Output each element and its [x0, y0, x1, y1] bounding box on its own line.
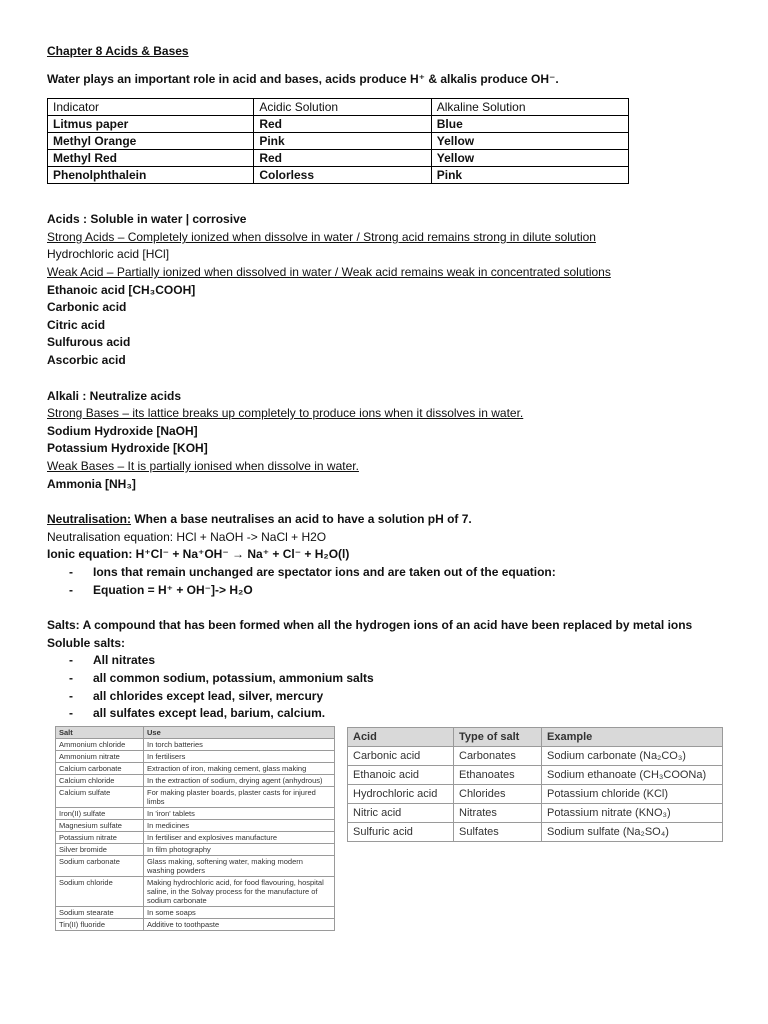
table-cell: Tin(II) fluoride: [56, 919, 144, 931]
table-cell: Sodium sulfate (Na₂SO₄): [542, 823, 723, 842]
table-cell: Additive to toothpaste: [144, 919, 335, 931]
acid-salt-table: [347, 727, 723, 842]
table-row: [56, 820, 335, 832]
neutralisation-definition: When a base neutralises an acid to have a solution pH of 7.: [131, 512, 472, 526]
table-row: [56, 856, 335, 877]
table-cell: In film photography: [144, 844, 335, 856]
table-cell: Phenolphthalein: [48, 167, 254, 184]
table-row: [56, 763, 335, 775]
table-row: [56, 739, 335, 751]
salt-use-table: [55, 726, 335, 931]
table-cell: Silver bromide: [56, 844, 144, 856]
weak-acid-example: Sulfurous acid: [47, 335, 131, 349]
table-cell: Hydrochloric acid: [348, 785, 454, 804]
strong-base-example: Sodium Hydroxide [NaOH]: [47, 424, 198, 438]
list-item: - All nitrates: [69, 653, 156, 667]
table-row: [348, 785, 723, 804]
bullet-text: all common sodium, potassium, ammonium salts: [93, 671, 374, 685]
weak-acid-example: Carbonic acid: [47, 300, 127, 314]
neutralisation-term: Neutralisation:: [47, 512, 132, 526]
weak-acid-example: Ethanoic acid [CH₃COOH]: [47, 283, 196, 297]
acids-heading: Acids : Soluble in water | corrosive: [47, 212, 247, 226]
table-cell: Acid: [348, 728, 454, 747]
table-cell: Carbonic acid: [348, 747, 454, 766]
table-cell: Ammonium chloride: [56, 739, 144, 751]
table-cell: Salt: [56, 727, 144, 739]
table-cell: Yellow: [431, 150, 628, 167]
table-row: [48, 116, 629, 133]
alkali-heading: Alkali : Neutralize acids: [47, 389, 182, 403]
table-cell: Pink: [431, 167, 628, 184]
ionic-equation: Ionic equation: H⁺Cl⁻ + Na⁺OH⁻ → Na⁺ + Cl⁻ + H₂O(l): [47, 547, 350, 561]
table-cell: Nitric acid: [348, 804, 454, 823]
neutralisation-heading: [47, 511, 472, 527]
table-cell: Litmus paper: [48, 116, 254, 133]
table-row: [348, 766, 723, 785]
table-cell: In fertilisers: [144, 751, 335, 763]
table-header-row: [48, 99, 629, 116]
table-cell: In torch batteries: [144, 739, 335, 751]
table-row: [348, 804, 723, 823]
table-header-row: [56, 727, 335, 739]
table-cell: In some soaps: [144, 907, 335, 919]
strong-acids-definition: Strong Acids – Completely ionized when dissolve in water / Strong acid remains strong in dilute solution: [47, 230, 596, 244]
bullet-text: all chlorides except lead, silver, mercury: [93, 689, 324, 703]
table-cell: Methyl Red: [48, 150, 254, 167]
table-cell: Iron(II) sulfate: [56, 808, 144, 820]
table-row: [48, 150, 629, 167]
table-cell: Potassium nitrate (KNO₃): [542, 804, 723, 823]
bullet-text: all sulfates except lead, barium, calcium.: [93, 706, 326, 720]
list-item: - all chlorides except lead, silver, mercury: [69, 689, 324, 703]
table-cell: Making hydrochloric acid, for food flavouring, hospital saline, in the Solvay process for the manufacture of sodium carbonate: [144, 877, 335, 907]
table-cell: Sodium carbonate (Na₂CO₃): [542, 747, 723, 766]
table-cell: Ethanoic acid: [348, 766, 454, 785]
table-row: [56, 775, 335, 787]
table-cell: In 'iron' tablets: [144, 808, 335, 820]
bullet-text: All nitrates: [93, 653, 156, 667]
table-cell: Sodium chloride: [56, 877, 144, 907]
table-cell: Potassium chloride (KCl): [542, 785, 723, 804]
list-item: - Ions that remain unchanged are spectator ions and are taken out of the equation:: [69, 565, 556, 579]
weak-base-example: Ammonia [NH₃]: [47, 477, 136, 491]
soluble-salts-label: Soluble salts:: [47, 636, 126, 650]
table-cell: In the extraction of sodium, drying agent (anhydrous): [144, 775, 335, 787]
table-cell: Carbonates: [454, 747, 542, 766]
neutralisation-equation: Neutralisation equation: HCl + NaOH -> NaCl + H2O: [47, 530, 327, 544]
table-cell: Magnesium sulfate: [56, 820, 144, 832]
table-cell: Extraction of iron, making cement, glass making: [144, 763, 335, 775]
salts-heading: Salts: A compound that has been formed when all the hydrogen ions of an acid have been replaced by metal ions: [47, 618, 693, 632]
table-row: [56, 907, 335, 919]
strong-base-example: Potassium Hydroxide [KOH]: [47, 441, 208, 455]
list-item: - Equation = H⁺ + OH⁻]-> H₂O: [69, 583, 253, 597]
table-cell: Methyl Orange: [48, 133, 254, 150]
table-cell: Nitrates: [454, 804, 542, 823]
list-item: - all common sodium, potassium, ammonium salts: [69, 671, 374, 685]
table-row: [56, 919, 335, 931]
strong-acid-example: Hydrochloric acid [HCl]: [47, 247, 170, 261]
table-row: [48, 133, 629, 150]
intro-text: Water plays an important role in acid and bases, acids produce H⁺ & alkalis produce OH⁻.: [47, 72, 559, 86]
table-header-row: [348, 728, 723, 747]
table-row: [56, 787, 335, 808]
table-row: [56, 877, 335, 907]
strong-bases-definition: Strong Bases – its lattice breaks up completely to produce ions when it dissolves in water.: [47, 406, 524, 420]
table-cell: Pink: [254, 133, 431, 150]
table-cell: For making plaster boards, plaster casts for injured limbs: [144, 787, 335, 808]
list-item: - all sulfates except lead, barium, calcium.: [69, 706, 326, 720]
table-cell: Sodium ethanoate (CH₃COONa): [542, 766, 723, 785]
page-title: Chapter 8 Acids & Bases: [47, 44, 189, 58]
table-cell: In fertiliser and explosives manufacture: [144, 832, 335, 844]
weak-acid-example: Ascorbic acid: [47, 353, 126, 367]
table-cell: Calcium carbonate: [56, 763, 144, 775]
weak-acid-example: Citric acid: [47, 318, 106, 332]
table-cell: In medicines: [144, 820, 335, 832]
weak-acid-definition: Weak Acid – Partially ionized when dissolved in water / Weak acid remains weak in concentrated solutions: [47, 265, 611, 279]
table-row: [56, 751, 335, 763]
table-row: [56, 844, 335, 856]
table-cell: Type of salt: [454, 728, 542, 747]
table-cell: Calcium chloride: [56, 775, 144, 787]
table-row: [56, 808, 335, 820]
indicator-table: [47, 98, 629, 184]
table-cell: Potassium nitrate: [56, 832, 144, 844]
table-cell: Chlorides: [454, 785, 542, 804]
table-cell: Glass making, softening water, making modern washing powders: [144, 856, 335, 877]
table-cell: Sodium carbonate: [56, 856, 144, 877]
table-cell: Sodium stearate: [56, 907, 144, 919]
table-row: [348, 823, 723, 842]
table-cell: Example: [542, 728, 723, 747]
table-cell: Red: [254, 150, 431, 167]
table-cell: Calcium sulfate: [56, 787, 144, 808]
table-cell: Use: [144, 727, 335, 739]
table-row: [48, 167, 629, 184]
table-cell: Ethanoates: [454, 766, 542, 785]
table-cell: Alkaline Solution: [431, 99, 628, 116]
table-cell: Acidic Solution: [254, 99, 431, 116]
table-row: [56, 832, 335, 844]
table-row: [348, 747, 723, 766]
table-cell: Indicator: [48, 99, 254, 116]
table-cell: Sulfuric acid: [348, 823, 454, 842]
bullet-text: Equation = H⁺ + OH⁻]-> H₂O: [93, 583, 253, 597]
bullet-text: Ions that remain unchanged are spectator ions and are taken out of the equation:: [93, 565, 556, 579]
table-cell: Ammonium nitrate: [56, 751, 144, 763]
weak-bases-definition: Weak Bases – It is partially ionised when dissolve in water.: [47, 459, 359, 473]
table-cell: Red: [254, 116, 431, 133]
table-cell: Blue: [431, 116, 628, 133]
table-cell: Sulfates: [454, 823, 542, 842]
table-cell: Yellow: [431, 133, 628, 150]
table-cell: Colorless: [254, 167, 431, 184]
